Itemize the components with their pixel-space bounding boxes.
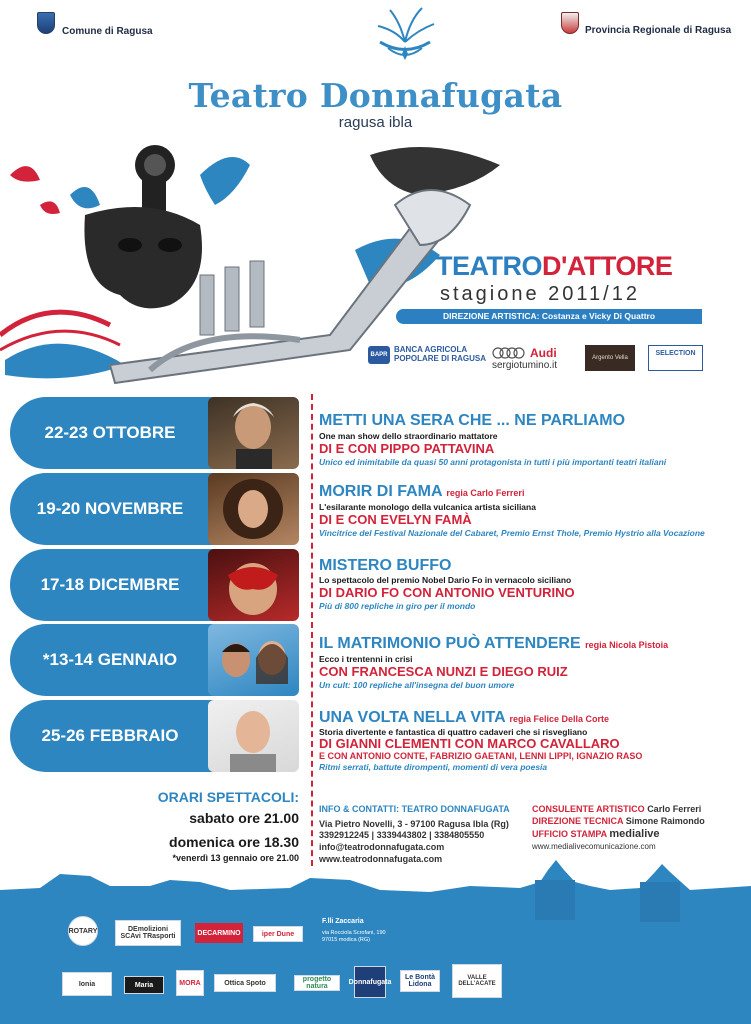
- teatro-emblem-icon: [360, 2, 450, 68]
- schedule-heading: ORARI SPETTACOLI:: [157, 789, 299, 805]
- event-performers-extra-5: E CON ANTONIO CONTE, FABRIZIO GAETANI, LENNI LIPPI, IGNAZIO RASO: [319, 751, 643, 761]
- schedule-note: *venerdì 13 gennaio ore 21.00: [172, 853, 299, 863]
- contacts-phones: 3392912245 | 3339443802 | 3384805550: [319, 830, 485, 841]
- press-name: medialive: [609, 828, 660, 841]
- audi-dealer: sergiotumino.it: [492, 360, 558, 371]
- sponsor-iper-dune: iper Dune: [253, 926, 303, 942]
- contacts-name: TEATRO DONNAFUGATA: [401, 804, 510, 814]
- provincia-ragusa-crest-icon: [561, 12, 579, 34]
- event-date-1: 22-23 OTTOBRE: [10, 397, 240, 469]
- comune-ragusa-crest-icon: [37, 12, 55, 34]
- audi-rings-icon: [492, 347, 526, 359]
- event-title-3: [319, 557, 451, 575]
- sponsor-demolizioni: DEmolizioni SCAvi TRasporti: [115, 920, 181, 946]
- event-note-4: Un cult: 100 repliche all'insegna del buon umore: [319, 680, 515, 690]
- event-title-2: [319, 483, 524, 501]
- event-date-3: 17-18 DICEMBRE: [10, 549, 240, 621]
- event-title-text-4: IL MATRIMONIO PUÒ ATTENDERE: [319, 635, 581, 652]
- event-title-text-3: MISTERO BUFFO: [319, 557, 452, 574]
- bapr-logo-icon: BAPR: [368, 346, 390, 364]
- comune-ragusa-label: Comune di Ragusa: [62, 26, 153, 37]
- event-performers-1: DI E CON PIPPO PATTAVINA: [319, 441, 495, 456]
- bapr-name: BANCA AGRICOLA POPOLARE DI RAGUSA: [394, 345, 487, 363]
- event-description-2: L'esilarante monologo della vulcanica artista siciliana: [319, 502, 536, 512]
- event-note-3: Più di 800 repliche in giro per il mondo: [319, 601, 476, 611]
- event-description-4: Ecco i trentenni in crisi: [319, 654, 413, 664]
- event-note-1: Unico ed inimitabile da quasi 50 anni protagonista in tutti i più importanti teatri italiani: [319, 457, 667, 467]
- couple-portrait-icon: [208, 624, 299, 696]
- consultant-label: CONSULENTE ARTISTICO: [532, 804, 645, 814]
- sponsor-zaccaria-address: via Rocciola Scrofani, 190 97015 modica (RG): [322, 930, 386, 943]
- sponsor-ottica-spoto: Ottica Spoto: [214, 974, 276, 992]
- event-title-text-2: MORIR DI FAMA: [319, 483, 442, 500]
- event-regia-5: regia Felice Della Corte: [509, 714, 610, 724]
- audi-name: Audi: [530, 346, 557, 360]
- season-title-part2: D'ATTORE: [542, 251, 673, 281]
- consultant-name: Carlo Ferreri: [647, 804, 702, 814]
- sponsor-donnafugata: Donnafugata: [354, 966, 386, 998]
- provincia-ragusa-label: Provincia Regionale di Ragusa: [585, 25, 732, 36]
- actor-portrait-icon: [208, 397, 299, 469]
- event-date-2: 19-20 NOVEMBRE: [10, 473, 240, 545]
- artistic-direction-bar: DIREZIONE ARTISTICA: Costanza e Vicky Di Quattro: [396, 309, 702, 324]
- sponsor-lidona: Le Bontà Lidona: [400, 970, 440, 992]
- event-note-5: Ritmi serrati, battute dirompenti, momenti di vera poesia: [319, 762, 548, 772]
- dashed-divider: [311, 394, 313, 866]
- event-photo-3: [208, 549, 299, 621]
- event-photo-1: [208, 397, 299, 469]
- event-description-1: One man show dello straordinario mattatore: [319, 431, 498, 441]
- event-photo-4: [208, 624, 299, 696]
- event-note-2: Vincitrice del Festival Nazionale del Cabaret, Premio Ernst Thole, Premio Hystrio alla Vocazione: [319, 528, 705, 538]
- event-regia-2: regia Carlo Ferreri: [446, 488, 525, 498]
- sponsor-selection: SELECTION: [648, 345, 703, 371]
- event-title-1: [319, 412, 625, 430]
- event-photo-2: [208, 473, 299, 545]
- event-date-5: 25-26 FEBBRAIO: [10, 700, 240, 772]
- theatre-title: Teatro Donnafugata: [188, 76, 563, 115]
- sponsor-rotary: ROTARY: [68, 916, 98, 946]
- sponsor-ionia: Ionia: [62, 972, 112, 996]
- sponsor-progetto-natura: progetto natura: [294, 975, 340, 991]
- schedule-saturday: sabato ore 21.00: [189, 810, 299, 826]
- contacts-address: Via Pietro Novelli, 3 - 97100 Ragusa Ibla (Rg): [319, 818, 509, 829]
- season-title-part1: TEATRO: [436, 251, 542, 281]
- season-title: [436, 251, 672, 282]
- credits-block: [532, 804, 705, 852]
- event-regia-4: regia Nicola Pistoia: [585, 640, 669, 650]
- contacts-label: INFO & CONTATTI:: [319, 804, 400, 814]
- contacts-block: [319, 804, 510, 865]
- sponsor-audi: [492, 346, 557, 371]
- red-mask-portrait-icon: [208, 549, 299, 621]
- technical-name: Simone Raimondo: [625, 815, 705, 826]
- press-site[interactable]: www.medialivecomunicazione.com: [532, 841, 656, 851]
- event-title-text-1: METTI UNA SERA CHE ... NE PARLIAMO: [319, 412, 626, 429]
- event-date-4: *13-14 GENNAIO: [10, 624, 240, 696]
- event-photo-5: [208, 700, 299, 772]
- event-performers-3: DI DARIO FO CON ANTONIO VENTURINO: [319, 585, 575, 600]
- sponsor-valle-acate: VALLE DELL'ACATE: [452, 964, 502, 998]
- sponsor-argento-vella: Argento Vella: [585, 345, 635, 371]
- sponsor-decarmino: DECARMINO: [195, 923, 243, 943]
- event-description-5: Storia divertente e fantastica di quattro cadaveri che si risvegliano: [319, 727, 588, 737]
- sponsor-bapr: [368, 346, 502, 364]
- theatre-subtitle: ragusa ibla: [338, 114, 413, 131]
- event-performers-4: CON FRANCESCA NUNZI E DIEGO RUIZ: [319, 664, 568, 679]
- event-description-3: Lo spettacolo del premio Nobel Dario Fo in vernacolo siciliano: [319, 575, 572, 585]
- schedule-sunday: domenica ore 18.30: [169, 834, 299, 850]
- contacts-email[interactable]: info@teatrodonnafugata.com: [319, 842, 445, 853]
- event-performers-5: DI GIANNI CLEMENTI CON MARCO CAVALLARO: [319, 736, 620, 751]
- sponsor-maria: Maria: [124, 976, 164, 994]
- event-title-4: [319, 635, 668, 653]
- actress-portrait-icon: [208, 473, 299, 545]
- event-title-5: [319, 709, 609, 727]
- contacts-website[interactable]: www.teatrodonnafugata.com: [319, 853, 443, 864]
- sponsor-zaccaria: F.lli Zaccaria: [322, 918, 364, 925]
- event-performers-2: DI E CON EVELYN FAMÀ: [319, 512, 472, 527]
- event-title-text-5: UNA VOLTA NELLA VITA: [319, 709, 506, 726]
- season-subtitle: stagione 2011/12: [440, 283, 640, 305]
- bald-actor-portrait-icon: [208, 700, 299, 772]
- sponsor-mora: MORA: [176, 970, 204, 996]
- technical-label: DIREZIONE TECNICA: [532, 815, 624, 826]
- press-label: UFFICIO STAMPA: [532, 829, 607, 840]
